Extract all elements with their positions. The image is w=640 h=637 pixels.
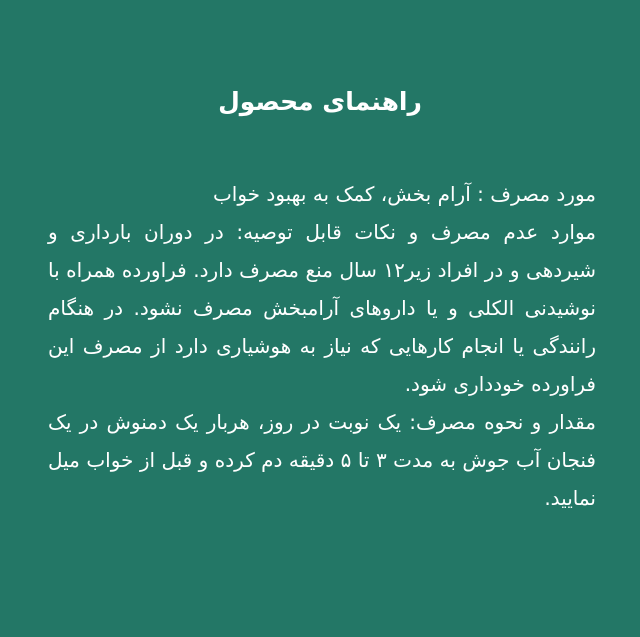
- contraindications-paragraph: موارد عدم مصرف و نکات قابل توصیه: در دوران بارداری و شیردهی و در افراد زیر۱۲ سال منع مصرف دارد. فراورده همراه با نوشیدنی الکلی و یا داروهای آرامبخش مصرف نشود. در هنگام رانندگی یا انجام کارهایی که نیاز به هوشیاری دارد از مصرف این فراورده خودداری شود.: [48, 220, 596, 396]
- dosage-paragraph: مقدار و نحوه مصرف: یک نوبت در روز، هربار یک دمنوش در یک فنجان آب جوش به مدت ۳ تا ۵ دقیقه دم کرده و قبل از خواب میل نمایید.: [48, 410, 596, 510]
- guide-content: [48, 175, 596, 517]
- usage-paragraph: مورد مصرف : آرام بخش، کمک به بهبود خواب: [212, 182, 596, 206]
- page-title: راهنمای محصول: [218, 87, 422, 116]
